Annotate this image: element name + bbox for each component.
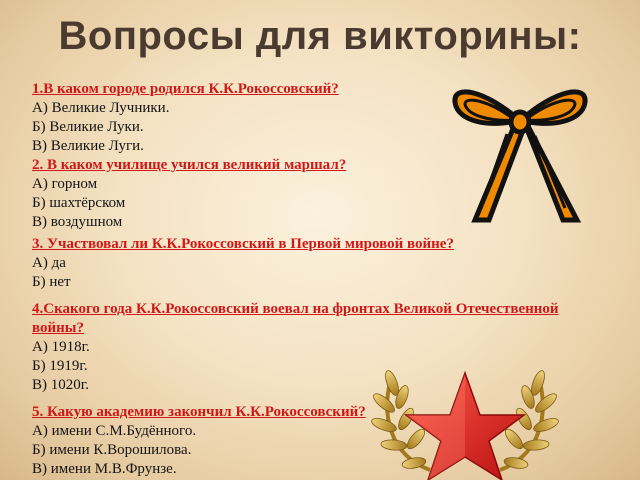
- answer-option: Б) нет: [32, 274, 71, 290]
- answer-option: А) имени С.М.Будённого.: [32, 423, 197, 439]
- answer-option: В) Великие Луги.: [32, 138, 144, 154]
- question-text: 4.Скакого года К.К.Рокоссовский воевал на фронтах Великой Отечественной войны?: [32, 301, 559, 336]
- answer-option: В) воздушном: [32, 214, 123, 230]
- answer-option: А) Великие Лучники.: [32, 100, 170, 116]
- question-text: 3. Участвовал ли К.К.Рокоссовский в Первой мировой войне?: [32, 236, 454, 252]
- answer-option: В) 1020г.: [32, 377, 89, 393]
- answer-option: Б) шахтёрском: [32, 195, 126, 211]
- slide-title: Вопросы для викторины:: [58, 14, 582, 58]
- answer-option: Б) имени К.Ворошилова.: [32, 442, 192, 458]
- question-text: 2. В каком училище учился великий маршал?: [32, 157, 347, 173]
- red-star-emblem-icon: [370, 345, 560, 480]
- st-george-ribbon-icon: [445, 70, 595, 230]
- question-block-3: [32, 235, 612, 292]
- answer-option: В) имени М.В.Фрунзе.: [32, 461, 177, 477]
- answer-option: А) 1918г.: [32, 339, 90, 355]
- question-text: 1.В каком городе родился К.К.Рокоссовский?: [32, 81, 339, 97]
- answer-option: Б) Великие Луки.: [32, 119, 144, 135]
- answer-option: А) да: [32, 255, 66, 271]
- question-text: 5. Какую академию закончил К.К.Рокоссовский?: [32, 404, 366, 420]
- answer-option: А) горном: [32, 176, 98, 192]
- answer-option: Б) 1919г.: [32, 358, 88, 374]
